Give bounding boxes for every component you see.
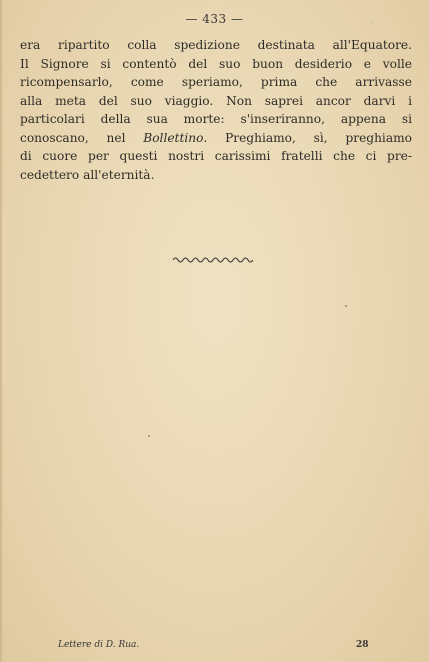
text-line-7: di cuore per questi nostri carissimi fratelli che ci pre- [20, 149, 412, 163]
body-paragraph [20, 36, 412, 184]
text-line-5: particolari della sua morte: s'inseriranno, appena si [20, 112, 412, 126]
text-line-2: Il Signore si contentò del suo buon desiderio e volle [20, 56, 412, 71]
footer-signature-number: 28 [356, 640, 369, 650]
text-line-1: era ripartito colla spedizione destinata all'Equatore. [20, 38, 412, 52]
text-line-3: ricompensarlo, come speriamo, prima che arrivasse [20, 75, 412, 89]
footer-book-title: Lettere di D. Rua. [58, 640, 140, 650]
text-line-8: cedettero all'eternità. [20, 167, 155, 182]
paper-speck [148, 435, 150, 437]
bollettino-title: Bollettino [143, 130, 204, 145]
text-line-6-start: conoscano, nel [20, 130, 144, 145]
text-line-4: alla meta del suo viaggio. Non saprei ancor darvi i [20, 93, 412, 108]
wavy-divider-ornament [173, 255, 253, 265]
text-line-6-end: . Preghiamo, sì, preghiamo [203, 130, 412, 145]
text-line-6 [20, 129, 412, 148]
paper-speck [345, 305, 347, 307]
paper-speck [372, 22, 373, 23]
page-number: — 433 — [185, 12, 244, 26]
page-edge [0, 0, 3, 662]
